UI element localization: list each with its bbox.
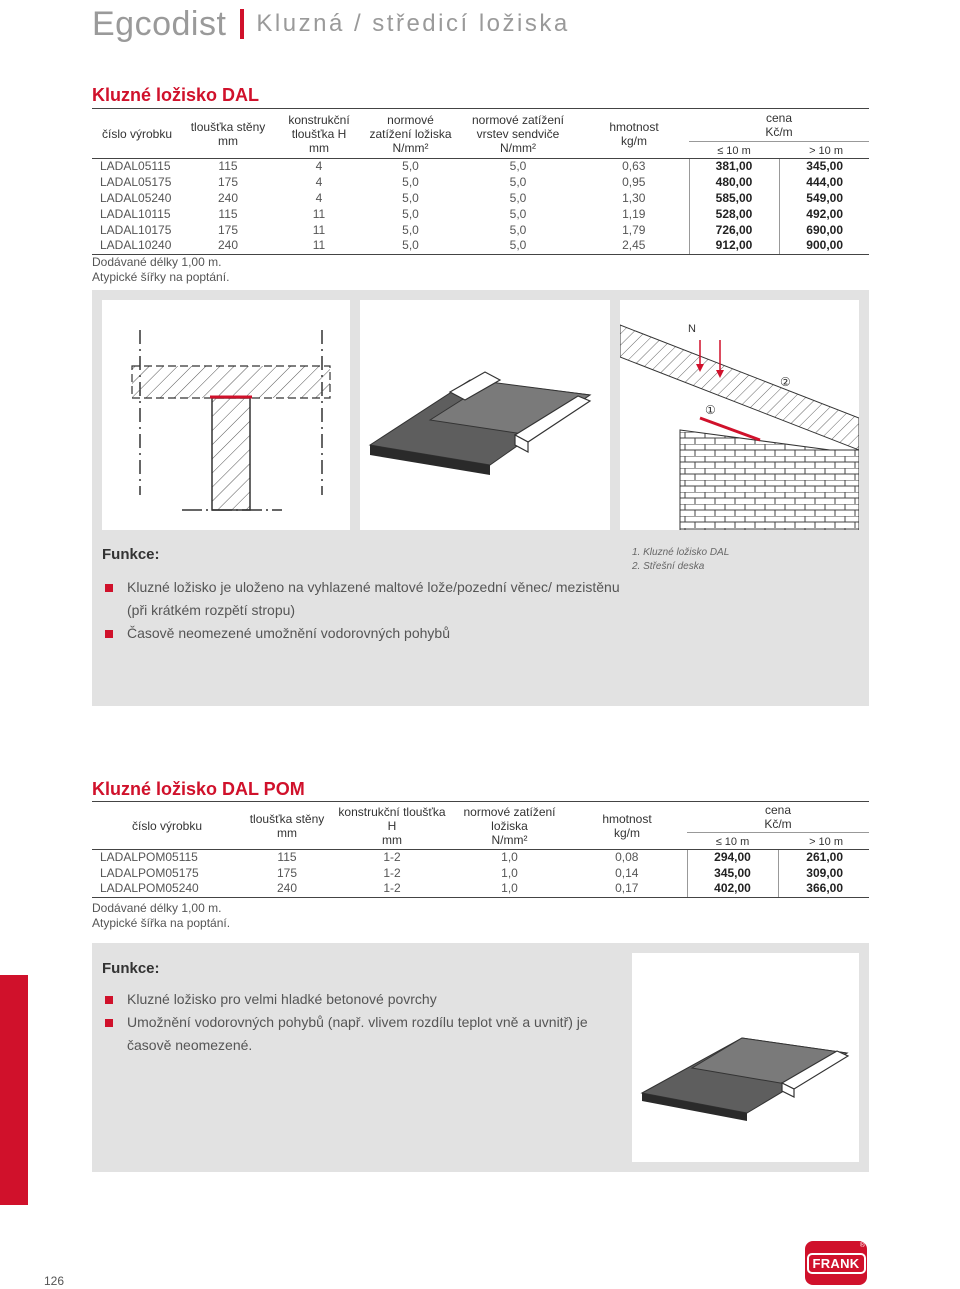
page-number: 126 [44, 1274, 65, 1288]
funkce-item: Časově neomezené umožnění vodorovných pohybů [105, 622, 625, 645]
product-code-cell: LADAL10240 [92, 238, 182, 254]
table-cell: 5,0 [364, 238, 457, 254]
table-cell: 444,00 [779, 174, 869, 190]
table-row [92, 238, 869, 254]
logo-text: FRANK [807, 1253, 866, 1274]
funkce-list-dal [105, 576, 625, 645]
table-cell: 175 [217, 174, 239, 189]
marker-2: ② [780, 375, 791, 389]
col-header-thickness: konstrukční tloušťka H mm [338, 804, 446, 847]
table-cell: 115 [218, 206, 238, 221]
logo-registered-mark: ® [859, 1242, 865, 1249]
dal-pom-spec-table [92, 803, 869, 898]
funkce-list-dal-pom [105, 988, 605, 1057]
product-code-cell: LADAL05175 [100, 174, 172, 189]
table-cell: 309,00 [778, 865, 869, 881]
table-cell: 11 [274, 238, 364, 254]
table-cell: 4 [315, 174, 323, 189]
table-cell: 549,00 [779, 190, 869, 206]
product-code-cell: LADAL05240 [100, 190, 172, 205]
note-widths: Atypické šířky na poptání. [92, 270, 230, 284]
table-cell: 4 [274, 158, 364, 174]
table-cell: 585,00 [689, 190, 779, 206]
funkce-title-dal: Funkce: [102, 546, 160, 563]
marker-1: ① [705, 403, 716, 417]
section-title-dal-pom: Kluzné ložisko DAL POM [92, 779, 305, 799]
funkce-item: Kluzné ložisko je uloženo na vyhlazené maltové lože/pozední věnec/ mezistěnu (při krátkém rozpětí stropu) [105, 576, 625, 622]
table-cell: 175 [217, 222, 239, 237]
col-header-wall: tloušťka stěny mm [249, 811, 325, 840]
pom-strip-diagram [632, 953, 859, 1162]
table-cell: 261,00 [778, 849, 869, 865]
diagram-legend [632, 546, 729, 574]
table-cell: 345,00 [779, 158, 869, 174]
legend-item-1: 1. Kluzné ložisko DAL [632, 547, 730, 558]
table-cell: 5,0 [402, 222, 419, 237]
section-rule [92, 108, 869, 109]
note-widths: Atypické šířka na poptání. [92, 916, 231, 930]
table-cell: 1,19 [622, 206, 646, 221]
notes-dal-pom [92, 901, 230, 931]
table-cell: 240 [242, 881, 332, 897]
table-cell: 345,00 [687, 865, 778, 881]
table-cell: 5,0 [509, 222, 527, 237]
table-cell: 5,0 [457, 158, 579, 174]
table-cell: 1,0 [452, 881, 567, 897]
table-cell: 2,45 [579, 238, 689, 254]
table-cell: 1-2 [332, 849, 452, 865]
table-row [92, 206, 869, 222]
wall-section-drawing [102, 300, 350, 530]
table-cell: 690,00 [779, 222, 869, 238]
table-row [92, 158, 869, 174]
table-cell: 115 [242, 849, 332, 865]
table-cell: 175 [276, 865, 298, 880]
legend-item-2: 2. Střešní deska [632, 561, 705, 572]
product-code-cell: LADAL10115 [100, 206, 171, 221]
table-cell: 912,00 [689, 238, 779, 254]
dal-pom-info-panel [92, 943, 869, 1172]
table-cell: 0,63 [579, 158, 689, 174]
product-code-cell: LADALPOM05240 [92, 881, 242, 897]
table-row [92, 881, 869, 897]
table-cell: 1-2 [383, 865, 401, 880]
brand-name: Egcodist [92, 4, 227, 43]
table-cell: 900,00 [779, 238, 869, 254]
col-header-load-sandwich: normové zatížení vrstev sendviče N/mm² [471, 112, 565, 155]
table-row [92, 865, 869, 881]
table-cell: 240 [217, 190, 239, 205]
table-cell: 1,0 [452, 849, 567, 865]
table-cell: 0,17 [567, 881, 687, 897]
table-cell: 480,00 [689, 174, 779, 190]
table-cell: 4 [315, 190, 323, 205]
table-cell: 11 [312, 222, 326, 237]
product-code-cell: LADAL05115 [92, 158, 182, 174]
col-header-price-le: ≤ 10 m [687, 832, 778, 849]
col-header-price: cena Kč/m [765, 111, 793, 140]
page-edge-tab [0, 975, 28, 1205]
table-row [92, 222, 869, 238]
table-cell: 1,79 [622, 222, 646, 237]
col-header-price: cena Kč/m [764, 803, 792, 832]
funkce-item: Umožnění vodorovných pohybů (např. vlivem rozdílu teplot vně a uvnitř) je časově neomezené. [105, 1011, 605, 1057]
section-rule [92, 801, 869, 802]
table-cell: 402,00 [687, 881, 778, 897]
section-title-dal: Kluzné ložisko DAL [92, 85, 260, 105]
col-header-code: číslo výrobku [131, 818, 203, 833]
table-row [92, 190, 869, 206]
brick-wall-drawing [620, 300, 859, 530]
table-cell: 381,00 [689, 158, 779, 174]
pom-strip-drawing [632, 953, 859, 1162]
col-header-wall: tloušťka stěny mm [190, 119, 266, 148]
note-lengths: Dodávané délky 1,00 m. [92, 901, 222, 915]
page-header [92, 4, 570, 44]
table-cell: 0,08 [567, 849, 687, 865]
table-cell: 5,0 [457, 238, 579, 254]
table-row [92, 849, 869, 865]
col-header-price-gt: > 10 m [778, 832, 869, 849]
table-cell: 492,00 [779, 206, 869, 222]
table-cell: 240 [182, 238, 274, 254]
table-cell: 5,0 [402, 206, 419, 221]
table-cell: 366,00 [778, 881, 869, 897]
bearing-strip-diagram [360, 300, 610, 530]
dal-spec-table [92, 110, 869, 255]
table-cell: 294,00 [687, 849, 778, 865]
dal-info-panel [92, 290, 869, 706]
table-cell: 1-2 [332, 881, 452, 897]
table-cell: 115 [182, 158, 274, 174]
table-row [92, 174, 869, 190]
col-header-weight: hmotnost kg/m [609, 119, 659, 148]
col-header-load-bearing: normové zatížení ložiska N/mm² [369, 112, 452, 155]
table-cell: 0,14 [615, 865, 639, 880]
notes-dal [92, 255, 229, 285]
table-cell: 5,0 [402, 190, 419, 205]
force-label: N [688, 323, 696, 335]
bearing-strip-drawing [360, 300, 610, 530]
page-subtitle: Kluzná / středicí ložiska [256, 10, 570, 37]
table-cell: 1,0 [501, 865, 518, 880]
col-header-code: číslo výrobku [101, 126, 173, 141]
table-cell: 726,00 [689, 222, 779, 238]
product-code-cell: LADALPOM05175 [100, 865, 199, 880]
table-cell: 5,0 [402, 174, 419, 189]
frank-logo [805, 1241, 867, 1285]
header-divider [240, 9, 244, 39]
table-cell: 0,95 [622, 174, 646, 189]
product-code-cell: LADALPOM05115 [92, 849, 242, 865]
funkce-title-dal-pom: Funkce: [102, 960, 160, 977]
table-cell: 528,00 [689, 206, 779, 222]
table-cell: 5,0 [509, 174, 527, 189]
table-cell: 5,0 [364, 158, 457, 174]
wall-section-diagram [102, 300, 350, 530]
table-cell: 1,30 [622, 190, 646, 205]
table-cell: 5,0 [509, 206, 527, 221]
col-header-thickness: konstrukční tloušťka H mm [288, 112, 350, 155]
note-lengths: Dodávané délky 1,00 m. [92, 255, 222, 269]
col-header-load-bearing: normové zatížení ložiska N/mm² [463, 804, 556, 847]
col-header-price-gt: > 10 m [779, 141, 869, 158]
col-header-price-le: ≤ 10 m [689, 141, 779, 158]
product-code-cell: LADAL10175 [100, 222, 172, 237]
table-cell: 11 [312, 206, 326, 221]
table-cell: 5,0 [509, 190, 527, 205]
brick-wall-diagram [620, 300, 859, 530]
funkce-item: Kluzné ložisko pro velmi hladké betonové povrchy [105, 988, 605, 1011]
col-header-weight: hmotnost kg/m [602, 811, 652, 840]
